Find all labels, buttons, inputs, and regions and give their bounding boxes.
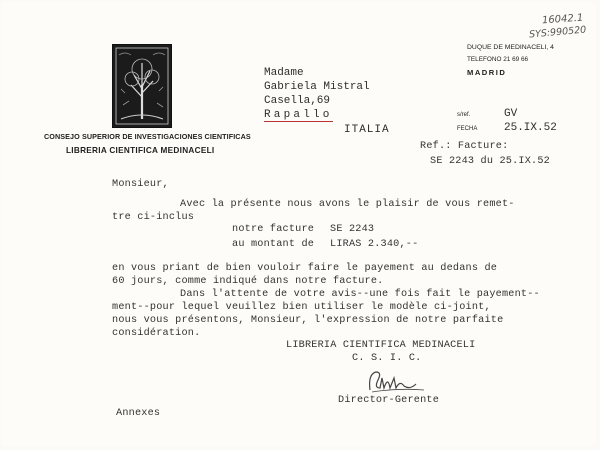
address-city: MADRID [467,68,507,77]
org-subname: LIBRERIA CIENTIFICA MEDINACELI [66,146,215,155]
paragraph-3-line-1: Dans l'attente de votre avis--une fois fait le payement-- [180,289,540,300]
recipient-title: Madame [264,67,304,79]
org-name: CONSEJO SUPERIOR DE INVESTIGACIONES CIENTIFICAS [44,132,251,141]
recipient-name: Gabriela Mistral [264,81,370,93]
sref-value: GV [504,108,518,120]
archive-number: 16042.1 [541,12,584,27]
recipient-country: ITALIA [344,124,390,136]
letter-sheet [2,2,596,446]
fecha-label: FECHA [457,126,478,132]
annexes-label: Annexes [116,408,161,419]
salutation: Monsieur, [112,179,169,190]
tree-emblem-icon [113,45,171,127]
paragraph-2-line-1: en vous priant de bien vouloir faire le payement au dedans de [112,263,498,274]
facture-value: SE 2243 [330,224,375,235]
fecha-value: 25.IX.52 [504,122,557,134]
paragraph-2-line-2: 60 jours, comme indiqué dans notre facture. [112,276,384,287]
address-phone: TELEFONO 21 69 66 [467,56,529,63]
sref-label: s/ref. [457,112,471,118]
paragraph-3-line-2: ment--pour lequel veuillez bien utiliser le modèle ci-joint, [112,302,491,313]
closing-initials: C. S. I. C. [352,353,422,364]
ref-label: Ref.: Facture: [420,141,509,152]
montant-label: au montant de [232,239,315,250]
paragraph-3-line-4: considération. [112,328,201,339]
closing-company: LIBRERIA CIENTIFICA MEDINACELI [286,340,476,351]
institution-logo [112,44,172,128]
facture-label: notre facture [232,224,315,235]
ref-value: SE 2243 du 25.IX.52 [430,156,550,167]
paragraph-1-line-1: Avec la présente nous avons le plaisir de vous remet- [180,199,515,210]
montant-value: LIRAS 2.340,-- [330,239,419,250]
signature-icon [366,366,436,396]
recipient-street: Casella,69 [264,95,331,107]
recipient-city: Rapallo [264,109,333,121]
paragraph-1-line-2: tre ci-inclus [112,212,195,223]
closing-title: Director-Gerente [338,395,440,406]
paragraph-3-line-3: nous vous présentons, Monsieur, l'expression de notre parfaite [112,315,504,326]
archive-code: SYS:990520 [528,24,587,41]
address-street: DUQUE DE MEDINACELI, 4 [467,44,554,51]
